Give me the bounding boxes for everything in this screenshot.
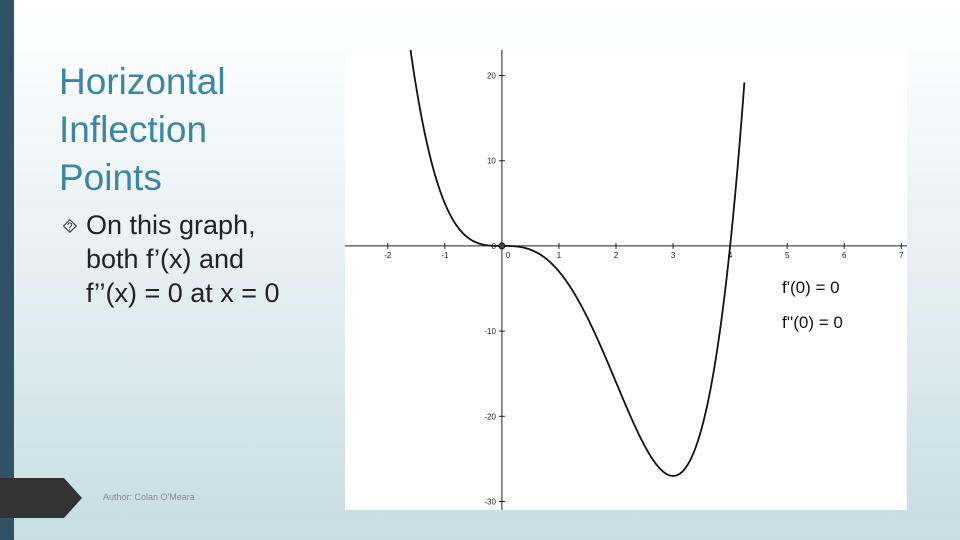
- y-tick-label: -20: [484, 412, 496, 422]
- bullet-line-1: On this graph,: [86, 210, 256, 240]
- x-tick-label: 7: [899, 250, 904, 260]
- title-line-1: Horizontal: [59, 61, 226, 102]
- y-tick-label: 20: [486, 71, 496, 81]
- origin-x-label: 0: [505, 250, 511, 260]
- x-tick-label: 2: [613, 250, 619, 260]
- y-tick-label: 10: [486, 156, 496, 166]
- x-tick-label: 1: [556, 250, 562, 260]
- title-line-2: Inflection: [59, 109, 208, 150]
- slide-title: [59, 58, 329, 202]
- x-tick-label: 3: [670, 250, 676, 260]
- x-tick-label: 4: [727, 250, 733, 260]
- x-tick-label: -2: [384, 250, 392, 260]
- bullet-point: [62, 208, 342, 310]
- x-tick-label: 6: [842, 250, 847, 260]
- x-tick-label: -1: [441, 250, 449, 260]
- y-tick-label: 0: [491, 241, 496, 251]
- graph-canvas: [345, 50, 907, 510]
- bullet-line-2: both f’(x) and: [86, 244, 245, 274]
- footer-arrow-tab: [0, 478, 82, 518]
- author-credit: Author: Colan O'Meara: [103, 492, 195, 502]
- inflection-point: [499, 243, 505, 249]
- side-accent-bar: [0, 0, 14, 540]
- function-curve: [408, 50, 745, 476]
- diamond-bullet-icon: ⯑: [62, 214, 78, 238]
- annotation-second-derivative: f''(0) = 0: [782, 313, 843, 332]
- x-tick-label: 5: [784, 250, 790, 260]
- title-line-3: Points: [59, 157, 162, 198]
- y-tick-label: -10: [484, 327, 496, 337]
- y-tick-label: -30: [484, 497, 496, 507]
- function-graph: [345, 50, 907, 510]
- annotation-first-derivative: f'(0) = 0: [782, 278, 840, 297]
- bullet-line-3: f’’(x) = 0 at x = 0: [86, 278, 280, 308]
